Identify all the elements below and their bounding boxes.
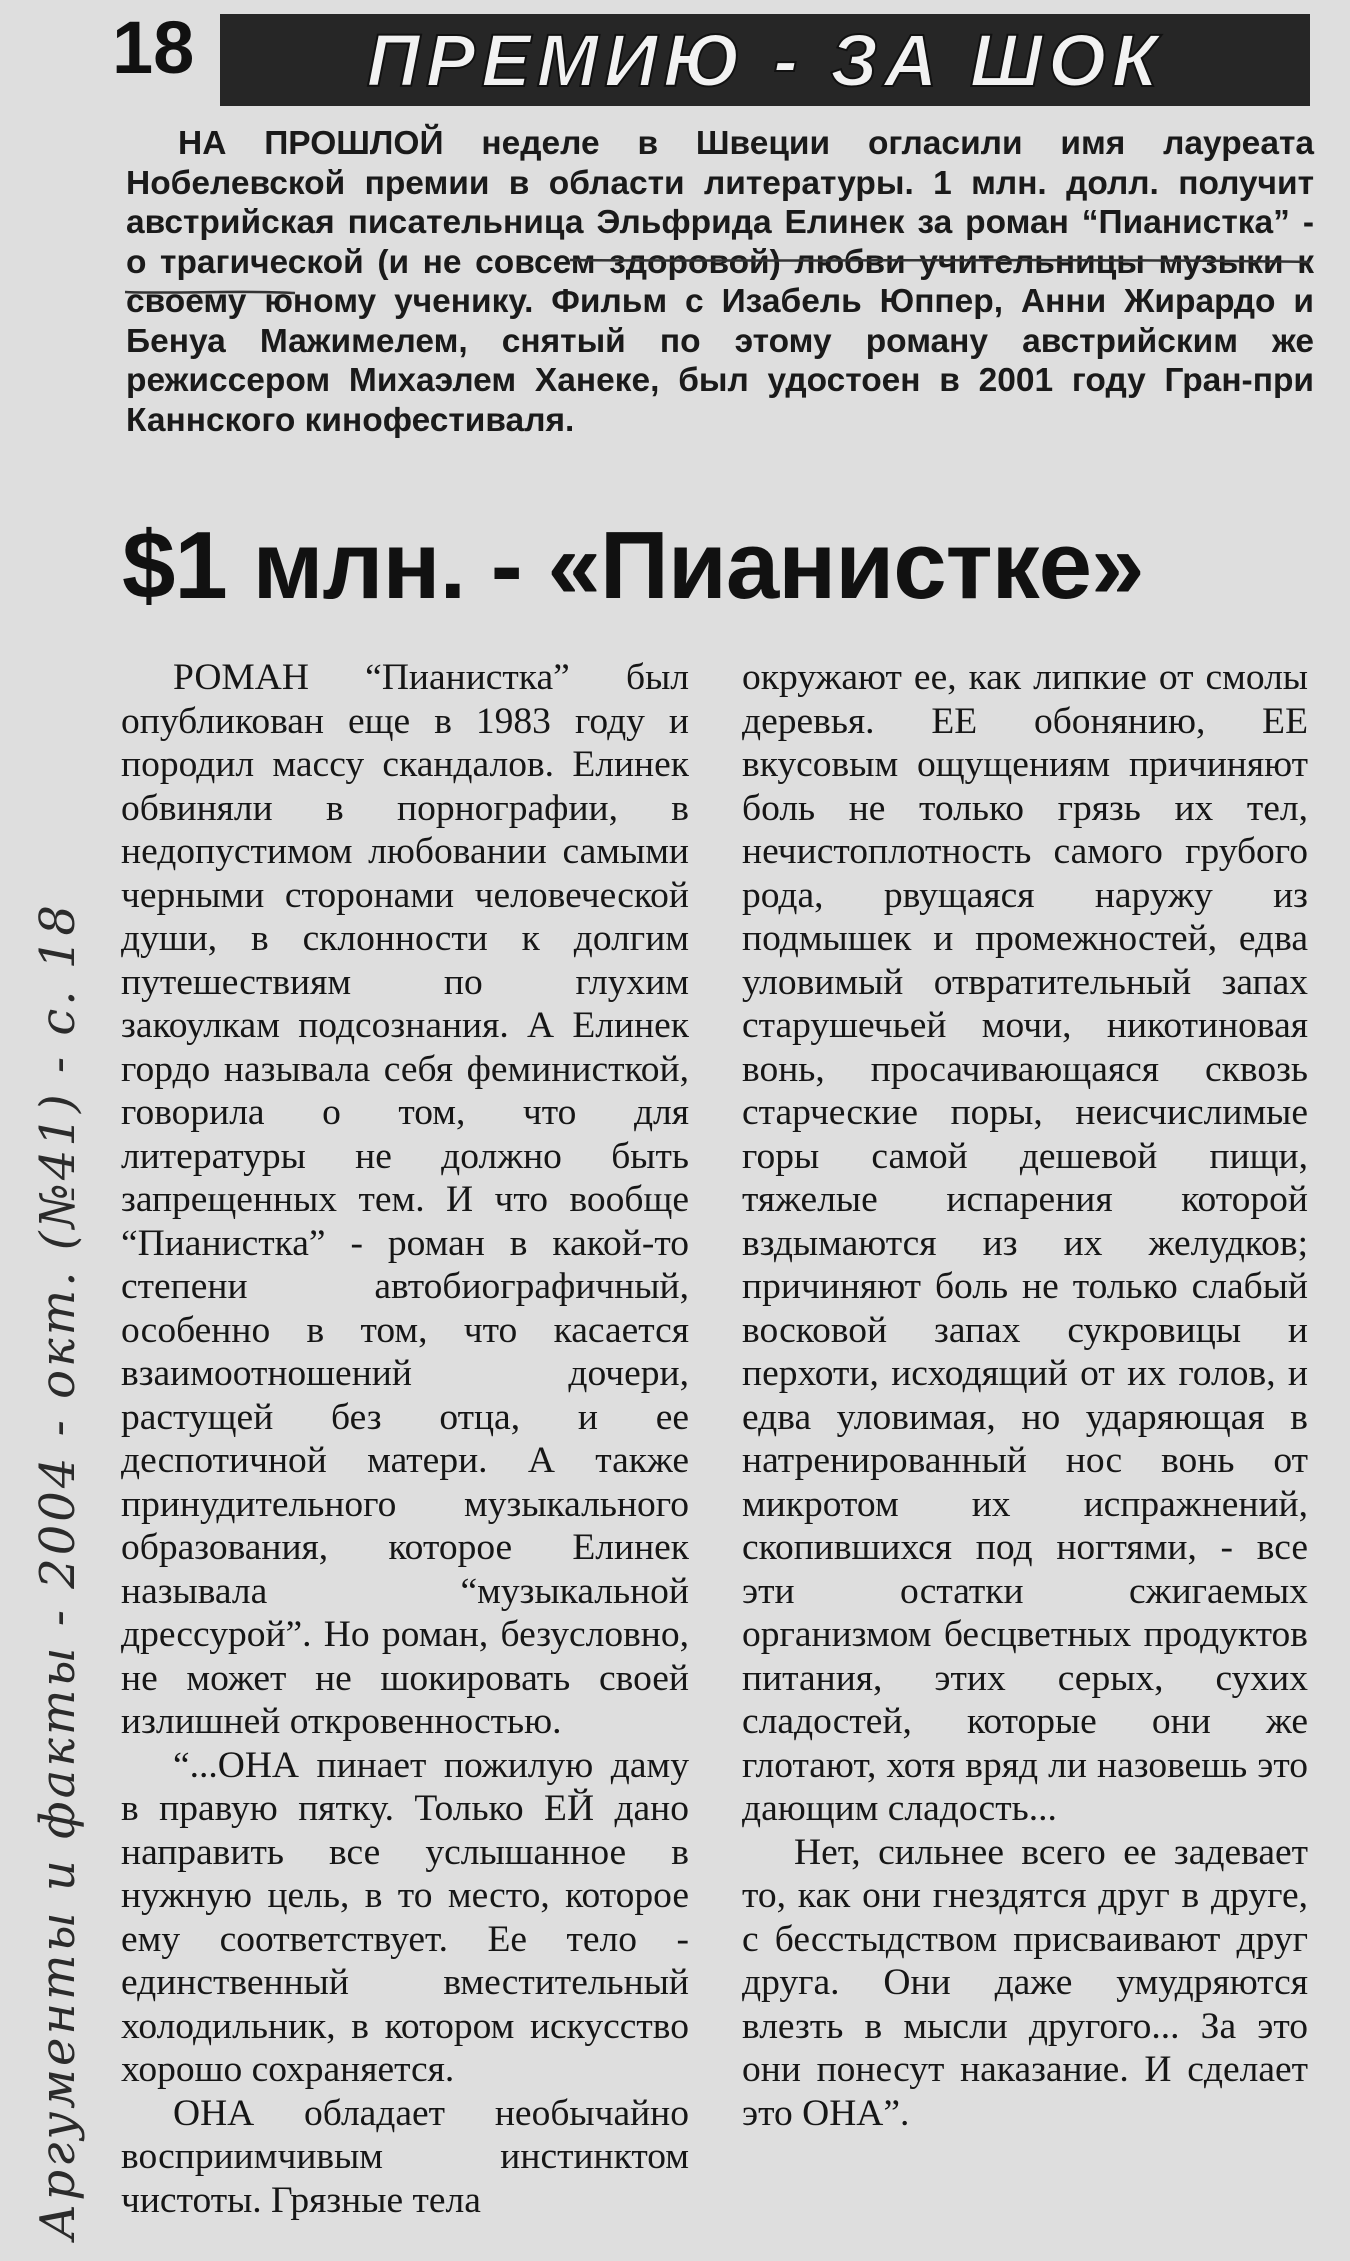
paragraph: ОНА обладает необычайно восприимчивым инстинктом чистоты. Грязные тела: [121, 2092, 689, 2221]
handwritten-source-note: Аргументы и факты - 2004 - окт. (№41) - с. 18: [30, 902, 86, 2240]
paragraph: окружают ее, как липкие от смолы деревья. ЕЕ обонянию, ЕЕ вкусовым ощущениям причиняют боль не только грязь их тел, нечистоплотность самого грубого рода, рвущаяся наружу из подмышек и промежностей, едва уловимый отвратительный запах старушечьей мочи, никотиновая вонь, просачивающаяся сквозь старческие поры, неисчислимые горы самой дешевой пищи, тяжелые испарения которой вздымаются из их желудков; причиняют боль не только слабый восковой запах сукровицы и перхоти, исходящий от их голов, и едва уловимая, но ударяющая в натренированный нос вонь от микротом их испражнений, скопившихся под ногтями, - все эти остатки сжигаемых организмом бесцветных продуктов питания, этих серых, сухих сладостей, которые они же глотают, хотя вряд ли назовешь это дающим сладость...: [742, 657, 1308, 1829]
lead-paragraph: [126, 124, 1314, 440]
rubric-title: ПРЕМИЮ - ЗА ШОК: [366, 18, 1164, 102]
underline-mark: [120, 272, 300, 302]
article-column-right: [742, 656, 1308, 2135]
page-number: 18: [112, 6, 195, 89]
lead-text: НА ПРОШЛОЙ неделе в Швеции огласили имя лауреата Нобелевской премии в области литературы. 1 млн. долл. получит австрийская писательница Эльфрида Елинек за роман “Пианистка” - о трагической (и не совсем здоровой) любви учительницы музыки к своему юному ученику. Фильм с Изабель Юппер, Анни Жирардо и Бенуа Мажимелем, снятый по этому роману австрийским же режиссером Михаэлем Ханеке, был удостоен в 2001 году Гран-при Каннского кинофестиваля.: [126, 125, 1314, 439]
underline-mark: [560, 232, 1320, 272]
article-headline: $1 млн. - «Пианистке»: [122, 512, 1144, 619]
rubric-banner: [220, 14, 1310, 106]
paragraph: Нет, сильнее всего ее задевает то, как они гнездятся друг в друге, с бесстыдством присваивают друг друга. Они даже умудряются влезть в мысли другого... За это они понесут наказание. И сделает это ОНА”.: [742, 1831, 1308, 2134]
paragraph: РОМАН “Пианистка” был опубликован еще в 1983 году и породил массу скандалов. Елинек обвиняли в порнографии, в недопустимом любовании самыми черными сторонами человеческой души, в склонности к долгим путешествиям по глухим закоулкам подсознания. А Елинек гордо называла себя феминисткой, говорила о том, что для литературы не должно быть запрещенных тем. И что вообще “Пианистка” - роман в какой-то степени автобиографичный, особенно в том, что касается взаимоотношений дочери, растущей без отца, и ее деспотичной матери. А также принудительного музыкального образования, которое Елинек называла “музыкальной дрессурой”. Но роман, безусловно, не может не шокировать своей излишней откровенностью.: [121, 657, 689, 1742]
article-column-left: [121, 656, 689, 2222]
paragraph: “...ОНА пинает пожилую даму в правую пятку. Только ЕЙ дано направить все услышанное в нужную цель, в то место, которое ему соответствует. Ее тело - единственный вместительный холодильник, в котором искусство хорошо сохраняется.: [121, 1744, 689, 2090]
